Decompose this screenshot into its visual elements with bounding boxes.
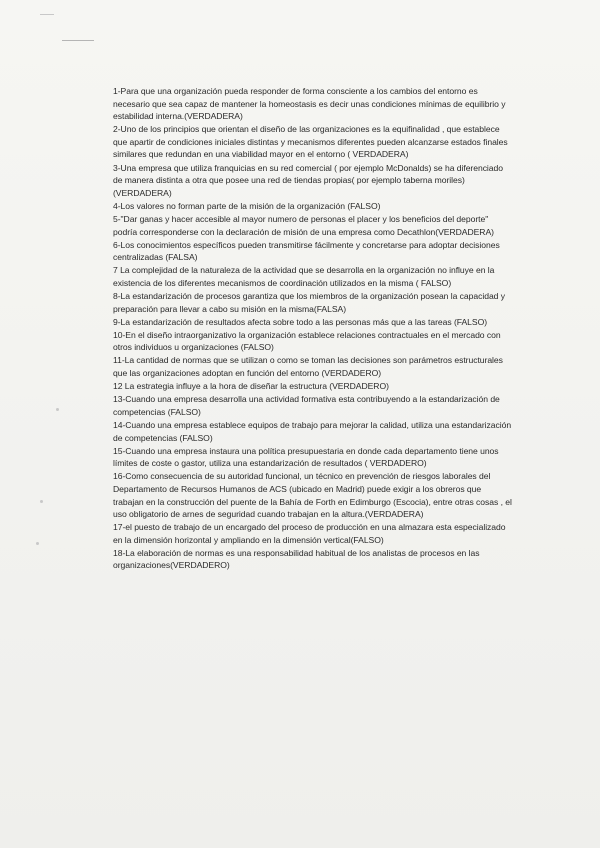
statement-16: 16-Como consecuencia de su autoridad funcional, un técnico en prevención de riesgos laborales del Departamento de Recursos Humanos de ACS (ubicado en Madrid) puede exigir a los obreros que trabajan en la construcción del puente de la Bahía de Forth en Edimburgo (Escocia), entre otras cosas , el uso obligatorio de arnes de seguridad cuando trabajan en la altura.(VERDADERA): [113, 471, 512, 520]
statement-2: 2-Uno de los principios que orientan el diseño de las organizaciones es la equifinalidad , que establece que apartir de condiciones iniciales distintas y mecanismos diferentes pueden alcanzarse estados finales similares que redundan en una viabilidad mayor en el entorno ( VERDADERA): [113, 124, 508, 160]
statement-6: 6-Los conocimientos específicos pueden transmitirse fácilmente y concretarse para adoptar decisiones centralizadas (FALSA): [113, 239, 500, 263]
statement-4: 4-Los valores no forman parte de la misión de la organización (FALSO): [113, 200, 381, 211]
statement-10: 10-En el diseño intraorganizativo la organización establece relaciones contractuales en el mercado con otros individuos u organizaciones (FALSO): [113, 329, 501, 353]
statement-list: [113, 85, 513, 573]
statement-7: 7 La complejidad de la naturaleza de la actividad que se desarrolla en la organización no influye en la existencia de los diferentes mecanismos de coordinación utilizados en la misma ( FALSO): [113, 265, 495, 288]
statement-3: 3-Una empresa que utiliza franquicias en su red comercial ( por ejemplo McDonalds) se ha diferenciado de manera distinta a otra que posee una red de tiendas propias( por ejemplo taberna moriles) (VERDADERA): [113, 162, 503, 198]
scan-artifact: [40, 500, 43, 503]
statement-17: 17-el puesto de trabajo de un encargado del proceso de producción en una almazara esta especializado en la dimensión horizontal y ampliando en la dimensión vertical(FALSO): [113, 522, 506, 545]
statement-18: 18-La elaboración de normas es una responsabilidad habitual de los analistas de procesos en las organizaciones(VERDADERO): [113, 547, 480, 571]
statement-5: 5-"Dar ganas y hacer accesible al mayor numero de personas el placer y los beneficios del deporte" podría corresponderse con la declaración de misión de una empresa como Decathlon(VERDADERA): [113, 213, 494, 237]
statement-8: 8-La estandarización de procesos garantiza que los miembros de la organización posean la capacidad y preparación para llevar a cabo su misión en la misma(FALSA): [113, 291, 505, 314]
statement-15: 15-Cuando una empresa instaura una política presupuestaria en donde cada departamento tiene unos límites de coste o gastor, utiliza una estandarización de resultados ( VERDADERO): [113, 445, 499, 469]
scan-artifact: [56, 408, 59, 411]
statement-14: 14-Cuando una empresa establece equipos de trabajo para mejorar la calidad, utiliza una estandarización de competencias (FALSO): [113, 419, 512, 443]
scan-artifact: [36, 542, 39, 545]
statement-13: 13-Cuando una empresa desarrolla una actividad formativa esta contribuyendo a la estandarización de competencias (FALSO): [113, 394, 500, 417]
statement-9: 9-La estandarización de resultados afecta sobre todo a las personas más que a las tareas (FALSO): [113, 316, 488, 327]
scan-artifact: [62, 40, 94, 41]
scan-artifact: [40, 14, 54, 15]
statement-12: 12 La estrategia influye a la hora de diseñar la estructura (VERDADERO): [113, 381, 389, 392]
statement-1: 1-Para que una organización pueda responder de forma consciente a los cambios del entorno es necesario que sea capaz de mantener la homeostasis es decir unas condiciones mínimas de equilibrio y estabilidad interna.(VERDADERA): [113, 86, 506, 122]
statement-11: 11-La cantidad de normas que se utilizan o como se toman las decisiones son parámetros estructurales que las organizaciones adoptan en función del entorno (VERDADERO): [113, 355, 503, 379]
